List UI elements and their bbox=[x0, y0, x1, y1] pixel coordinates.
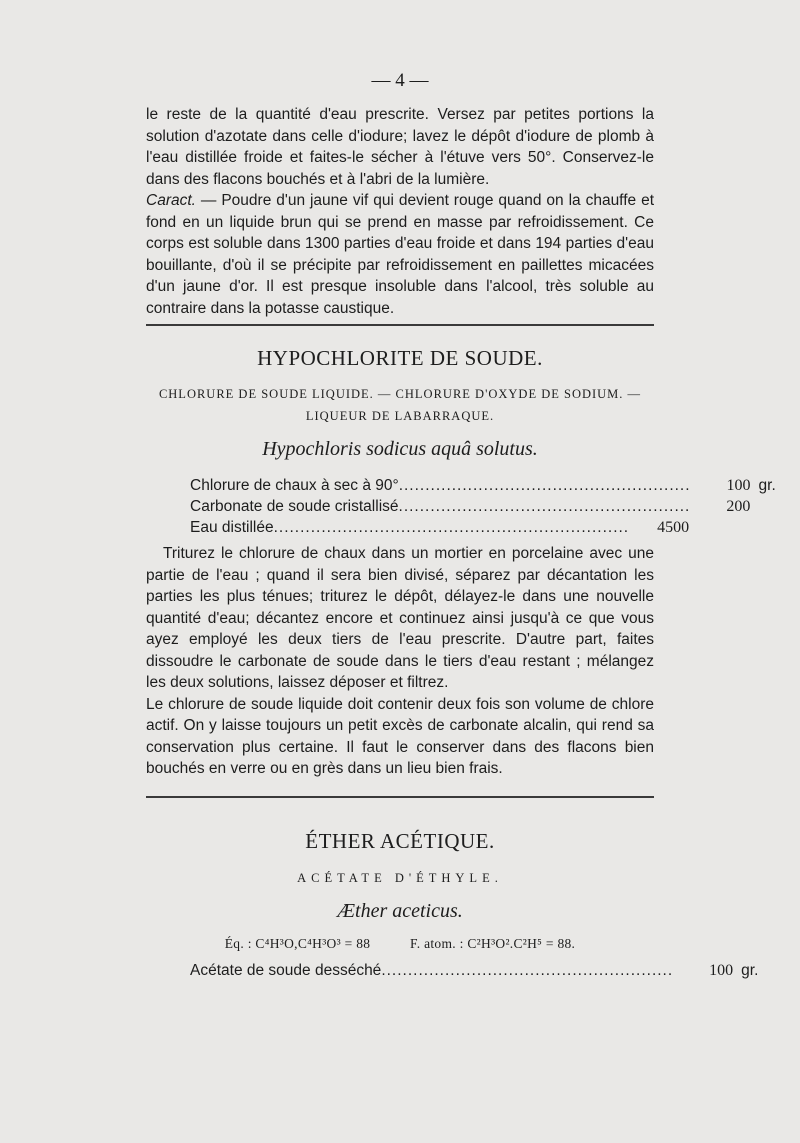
hypochlorite-text bbox=[146, 543, 654, 780]
recipe-row bbox=[190, 517, 690, 538]
recipe-row bbox=[190, 496, 751, 517]
recipe-ingredient: Carbonate de soude cristallisé bbox=[190, 498, 399, 515]
leader-dots: ....................................................... bbox=[381, 962, 674, 979]
latin-name-ether: Æther aceticus. bbox=[337, 900, 463, 922]
preparation-paragraph: Triturez le chlorure de chaux dans un mortier en porcelaine avec une partie de l'eau ; quand il sera bien divisé, séparez par décantation les parties les plus ténues; triturez le dépôt, délayez-le dans une nouvelle quantité d'eau; décantez encore et continuez ainsi jusqu'à ce que vous ayez employé les deux tiers de l'eau prescrite. D'autre part, faites dissoudre le carbonate de soude dans le tiers d'eau restant ; mélangez les deux solutions, laissez déposer et filtrez. bbox=[146, 545, 654, 691]
page-number: — 4 — bbox=[371, 70, 429, 91]
recipe-quantity: 200 bbox=[726, 498, 751, 515]
recipe-row bbox=[190, 960, 759, 981]
synonyms-line-2: LIQUEUR DE LABARRAQUE. bbox=[305, 409, 495, 423]
caract-label: Caract. bbox=[146, 192, 196, 209]
latin-name-hypochlorite: Hypochloris sodicus aquâ solutus. bbox=[262, 438, 538, 460]
section-divider-1 bbox=[146, 324, 654, 326]
atomic-formula: F. atom. : C²H³O².C²H⁵ = 88. bbox=[410, 936, 576, 951]
leader-dots: ....................................................... bbox=[398, 477, 691, 494]
section-title-hypochlorite: HYPOCHLORITE DE SOUDE. bbox=[257, 346, 543, 370]
leader-dots: ....................................................... bbox=[398, 498, 691, 515]
recipe-quantity: 4500 bbox=[657, 519, 690, 536]
properties-paragraph: Le chlorure de soude liquide doit contenir deux fois son volume de chlore actif. On y laisse toujours un petit excès de carbonate alcalin, qui rend sa conservation plus certaine. Il faut le conserver dans des flacons bien bouchés en verre ou en grès dans un lieu bien frais. bbox=[146, 695, 654, 777]
recipe-quantity: 100 bbox=[709, 962, 734, 979]
equivalent-formula: Éq. : C⁴H³O,C⁴H³O³ = 88 bbox=[224, 936, 371, 951]
intro-paragraph-2 bbox=[146, 190, 654, 319]
recipe-unit: gr. bbox=[741, 962, 759, 979]
intro-paragraph-1: le reste de la quantité d'eau prescrite. Versez par petites portions la solution d'azotate dans celle d'iodure; lavez le dépôt d'iodure de plomb à l'eau distillée froide et faites-le sécher à l'étuve vers 50°. Conservez-le dans des flacons bouchés et à l'abri de la lumière. bbox=[146, 106, 654, 188]
recipe-ingredient: Eau distillée bbox=[190, 519, 274, 536]
intro-text bbox=[146, 104, 654, 319]
recipe-row bbox=[190, 475, 776, 496]
recipe-ingredient: Acétate de soude desséché bbox=[190, 962, 382, 979]
leader-dots: ................................................................... bbox=[273, 519, 630, 536]
recipe-ingredient: Chlorure de chaux à sec à 90° bbox=[190, 477, 399, 494]
synonyms-line-1: CHLORURE DE SOUDE LIQUIDE. — CHLORURE D'OXYDE DE SODIUM. — bbox=[158, 387, 642, 401]
recipe-quantity: 100 bbox=[726, 477, 751, 494]
chemical-formulas bbox=[0, 936, 800, 952]
section-divider-2 bbox=[146, 796, 654, 798]
caract-text: — Poudre d'un jaune vif qui devient rouge quand on la chauffe et fond en un liquide brun qui se prend en masse par refroidissement. Ce corps est soluble dans 1300 parties d'eau froide et dans 194 parties d'eau bouillante, d'où il se précipite par refroidissement en paillettes micacées d'un jaune d'or. Il est presque insoluble dans l'alcool, très soluble au contraire dans la potasse caustique. bbox=[146, 192, 654, 317]
section-title-ether: ÉTHER ACÉTIQUE. bbox=[305, 829, 495, 853]
ether-synonym: ACÉTATE D'ÉTHYLE. bbox=[297, 871, 503, 885]
recipe-unit: gr. bbox=[758, 477, 776, 494]
